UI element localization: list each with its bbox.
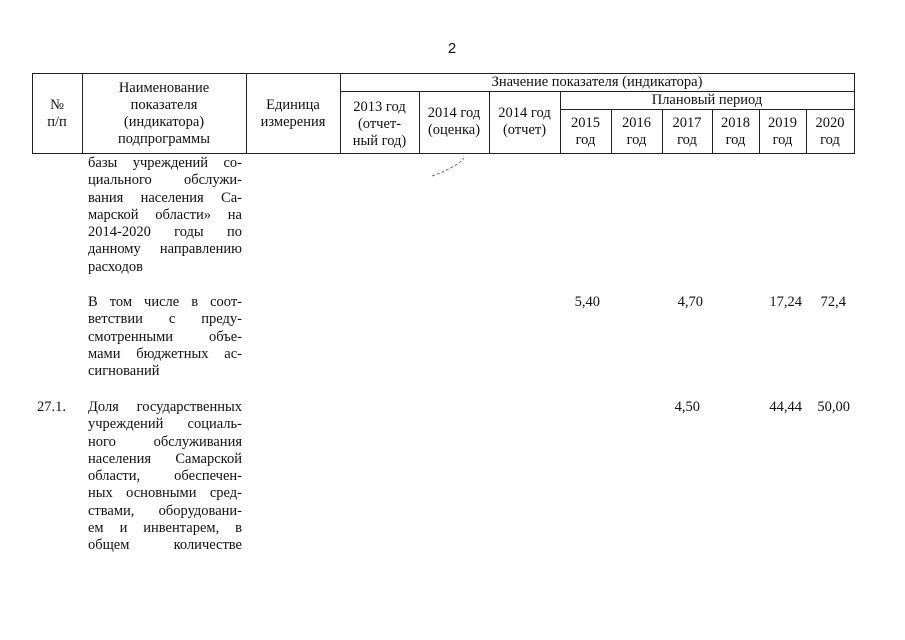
row-2-value-2020: 72,4 — [820, 294, 846, 310]
header-group-plan: Плановый период — [651, 91, 763, 108]
divider-plan-group — [560, 109, 854, 110]
row-2-name: В том числе в соот- ветствии с преду- смотренными объе- мами бюджетных ас- сигнований — [88, 294, 242, 380]
header-right-border — [854, 73, 855, 154]
row-3-value-2017: 4,50 — [674, 399, 700, 415]
header-col-name: Наименование показателя (индикатора) подпрограммы — [118, 80, 210, 147]
header-col-unit: Единица измерения — [260, 97, 326, 130]
row-2-value-2017: 4,70 — [677, 294, 703, 310]
header-year-2015: 2015 год — [571, 115, 600, 148]
pen-mark — [430, 156, 470, 180]
header-year-2020: 2020 год — [815, 115, 845, 148]
header-col-no: № п/п — [47, 97, 67, 130]
row-3-name: Доля государственных учреждений социаль- ного обслуживания населения Самарской области, обеспечен- ных основными сред- ствами, оборудовани- ем и инвентарем, в общем количестве — [88, 399, 242, 554]
header-col-2014-estimate: 2014 год (оценка) — [427, 105, 481, 138]
page-number: 2 — [447, 40, 457, 57]
header-col-2014-report: 2014 год (отчет) — [498, 105, 551, 138]
header-year-2018: 2018 год — [721, 115, 750, 148]
header-year-2017: 2017 год — [672, 115, 702, 148]
row-3-value-2020: 50,00 — [817, 399, 850, 415]
row-2-value-2015: 5,40 — [574, 294, 600, 310]
row-3-value-2019: 44,44 — [769, 399, 802, 415]
header-bottom-border — [32, 153, 854, 154]
header-year-2016: 2016 год — [622, 115, 651, 148]
header-year-2019: 2019 год — [768, 115, 797, 148]
row-2-value-2019: 17,24 — [769, 294, 802, 310]
header-col-2013: 2013 год (отчет- ный год) — [352, 98, 407, 149]
row-3-number: 27.1. — [37, 399, 66, 415]
header-group-value: Значение показателя (индикатора) — [491, 73, 703, 90]
row-1-name: базы учреждений со- циального обслужи- вания населения Са- марской области» на 2014-2020 годы по данному направлению расходов — [88, 155, 242, 275]
